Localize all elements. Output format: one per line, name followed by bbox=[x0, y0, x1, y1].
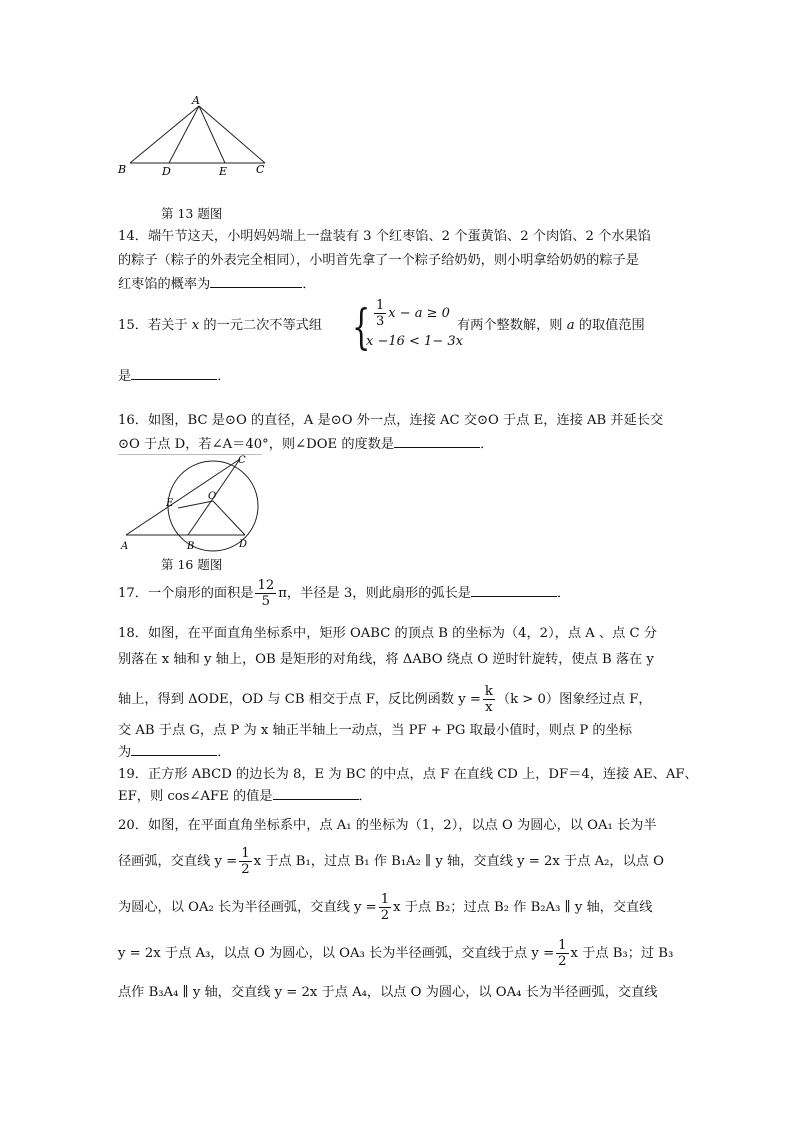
q15-pre: 15．若关于 bbox=[118, 318, 188, 333]
q15-inequality-2: x −16 < 1− 3x bbox=[366, 334, 463, 349]
figure-16 bbox=[118, 455, 268, 553]
q20-frac-num: 1 bbox=[380, 892, 390, 907]
q14-line3-pre: 红枣馅的概率为 bbox=[118, 277, 211, 292]
q17-answer-blank bbox=[471, 595, 557, 597]
q15-var-a: a bbox=[566, 318, 575, 333]
q15-line2-post: ． bbox=[217, 369, 231, 384]
fig16-label-b: B bbox=[187, 541, 195, 552]
figure-13 bbox=[115, 92, 275, 182]
q20-line4-mid: x 于点 B₃；过 B₃ bbox=[570, 946, 674, 961]
fig16-label-c: C bbox=[238, 455, 246, 466]
q15-var-x: x bbox=[191, 318, 200, 333]
q14-line1: 14．端午节这天，小明妈妈端上一盘装有 3 个红枣馅、2 个蛋黄馅、2 个肉馅、2 个水果馅 bbox=[118, 229, 651, 244]
q18-frac-den: x bbox=[485, 700, 493, 715]
q20-line4-pre: y = 2x 于点 A₃，以点 O 为圆心，以 OA₃ 长为半径画弧，交直线于点 y = bbox=[118, 946, 555, 961]
fig13-label-a: A bbox=[192, 94, 200, 107]
q14-answer-blank bbox=[210, 286, 302, 288]
q18-line3-pre: 轴上，得到 ΔODE，OD 与 CB 相交于点 F，反比例函数 y = bbox=[118, 692, 481, 707]
q14-line3 bbox=[118, 276, 316, 294]
q17-frac-num: 12 bbox=[257, 578, 275, 593]
q18-line5-pre: 为 bbox=[118, 745, 132, 760]
q19-line2-pre: EF，则 cos∠AFE 的值是 bbox=[118, 789, 273, 804]
q18-line3-post: （k > 0）图象经过点 F， bbox=[496, 692, 652, 707]
q18-line5-post: ． bbox=[217, 745, 231, 760]
q15-line2-pre: 是 bbox=[118, 369, 132, 384]
q18-line2: 别落在 x 轴和 y 轴上，OB 是矩形的对角线，将 ΔABO 绕点 O 逆时针旋转，使点 B 落在 y bbox=[118, 652, 654, 667]
fig16-label-o: O bbox=[208, 491, 217, 502]
q20-line3 bbox=[118, 892, 652, 924]
q15-inequality-system bbox=[352, 298, 462, 356]
fig13-label-d: D bbox=[162, 165, 171, 178]
fig13-label-b: B bbox=[118, 163, 127, 176]
q20-frac-num: 1 bbox=[241, 846, 250, 861]
q19-answer-blank bbox=[273, 798, 359, 800]
q16-line2 bbox=[118, 436, 493, 454]
q17-post: ． bbox=[556, 586, 571, 601]
q19-line2-post: ． bbox=[358, 789, 372, 804]
q18-line3 bbox=[118, 684, 652, 716]
q18-line4: 交 AB 于点 G，点 P 为 x 轴正半轴上一动点，当 PF + PG 取最小值时，则点 P 的坐标 bbox=[118, 723, 632, 738]
q14-line2: 的粽子（粽子的外表完全相同），小明首先拿了一个粽子给奶奶，则小明拿给奶奶的粽子是 bbox=[118, 253, 639, 268]
q20-frac-den: 2 bbox=[380, 908, 390, 923]
fig13-label-c: C bbox=[256, 163, 265, 176]
fig16-label-d: D bbox=[239, 539, 248, 550]
q15-ineq1-rest: x − a ≥ 0 bbox=[388, 306, 450, 321]
q18-line1: 18．如图，在平面直角坐标系中，矩形 OABC 的顶点 B 的坐标为（4，2），点 A 、点 C 分 bbox=[118, 626, 657, 641]
fig16-label-e: E bbox=[166, 498, 174, 509]
q18-answer-blank bbox=[131, 754, 217, 756]
q17-line bbox=[118, 578, 570, 610]
q15-line1-tail bbox=[457, 317, 645, 335]
q19-line1: 19．正方形 ABCD 的边长为 8，E 为 BC 的中点，点 F 在直线 CD 上，DF＝4，连接 AE、AF、 bbox=[118, 767, 698, 782]
q17-pre: 17．一个扇形的面积是 bbox=[118, 586, 254, 601]
q17-mid: ，半径是 3，则此扇形的弧长是 bbox=[286, 586, 471, 601]
q16-line1: 16．如图，BC 是⊙O 的直径，A 是⊙O 外一点，连接 AC 交⊙O 于点 E，连接 AB 并延长交 bbox=[118, 413, 664, 428]
q20-line4 bbox=[118, 938, 673, 970]
q14-line3-post: ． bbox=[302, 277, 316, 292]
q20-line1: 20．如图，在平面直角坐标系中，点 A₁ 的坐标为（1，2），以点 O 为圆心，以 OA₁ 长为半 bbox=[118, 818, 657, 833]
q15-post1: 有两个整数解，则 bbox=[457, 318, 563, 333]
q16-line2-post: ． bbox=[480, 437, 494, 452]
q18-line5 bbox=[118, 744, 230, 762]
fig16-label-a: A bbox=[121, 541, 129, 552]
fig16-caption: 第 16 题图 bbox=[161, 557, 223, 572]
fig13-caption: 第 13 题图 bbox=[161, 206, 223, 221]
q20-frac-den: 2 bbox=[558, 954, 567, 969]
q20-line5: 点作 B₃A₄ ∥ y 轴，交直线 y = 2x 于点 A₄，以点 O 为圆心，以 OA₄ 长为半径画弧，交直线 bbox=[118, 985, 658, 1000]
q19-line2 bbox=[118, 788, 372, 806]
q17-pi: π bbox=[278, 586, 287, 601]
q15-inequality-1 bbox=[372, 298, 450, 329]
q16-line2-pre: ⊙O 于点 D，若∠A＝40°，则∠DOE 的度数是 bbox=[118, 437, 395, 452]
q15-line1 bbox=[118, 317, 322, 335]
q20-line2-mid: x 于点 B₁，过点 B₁ 作 B₁A₂ ∥ y 轴，交直线 y = 2x 于点 A₂，以点 O bbox=[253, 854, 664, 869]
q20-frac-num: 1 bbox=[558, 938, 567, 953]
fig13-label-e: E bbox=[219, 165, 228, 178]
q15-answer-blank bbox=[131, 378, 217, 380]
q17-frac-den: 5 bbox=[261, 594, 271, 609]
q15-post2: 的取值范围 bbox=[578, 318, 645, 333]
q15-brace: { bbox=[352, 299, 371, 355]
q20-line2-pre: 径画弧，交直线 y = bbox=[118, 854, 238, 869]
q20-line2 bbox=[118, 846, 664, 878]
q20-line3-mid: x 于点 B₂；过点 B₂ 作 B₂A₃ ∥ y 轴，交直线 bbox=[393, 900, 653, 915]
q15-mid: 的一元二次不等式组 bbox=[203, 318, 323, 333]
q20-frac-den: 2 bbox=[241, 862, 250, 877]
q15-frac-num: 1 bbox=[376, 298, 385, 313]
q20-line3-pre: 为圆心，以 OA₂ 长为半径画弧，交直线 y = bbox=[118, 900, 377, 915]
q15-line2 bbox=[118, 368, 230, 386]
q16-answer-blank bbox=[394, 446, 480, 448]
q15-frac-den: 3 bbox=[376, 314, 385, 329]
q18-frac-num: k bbox=[484, 684, 493, 699]
